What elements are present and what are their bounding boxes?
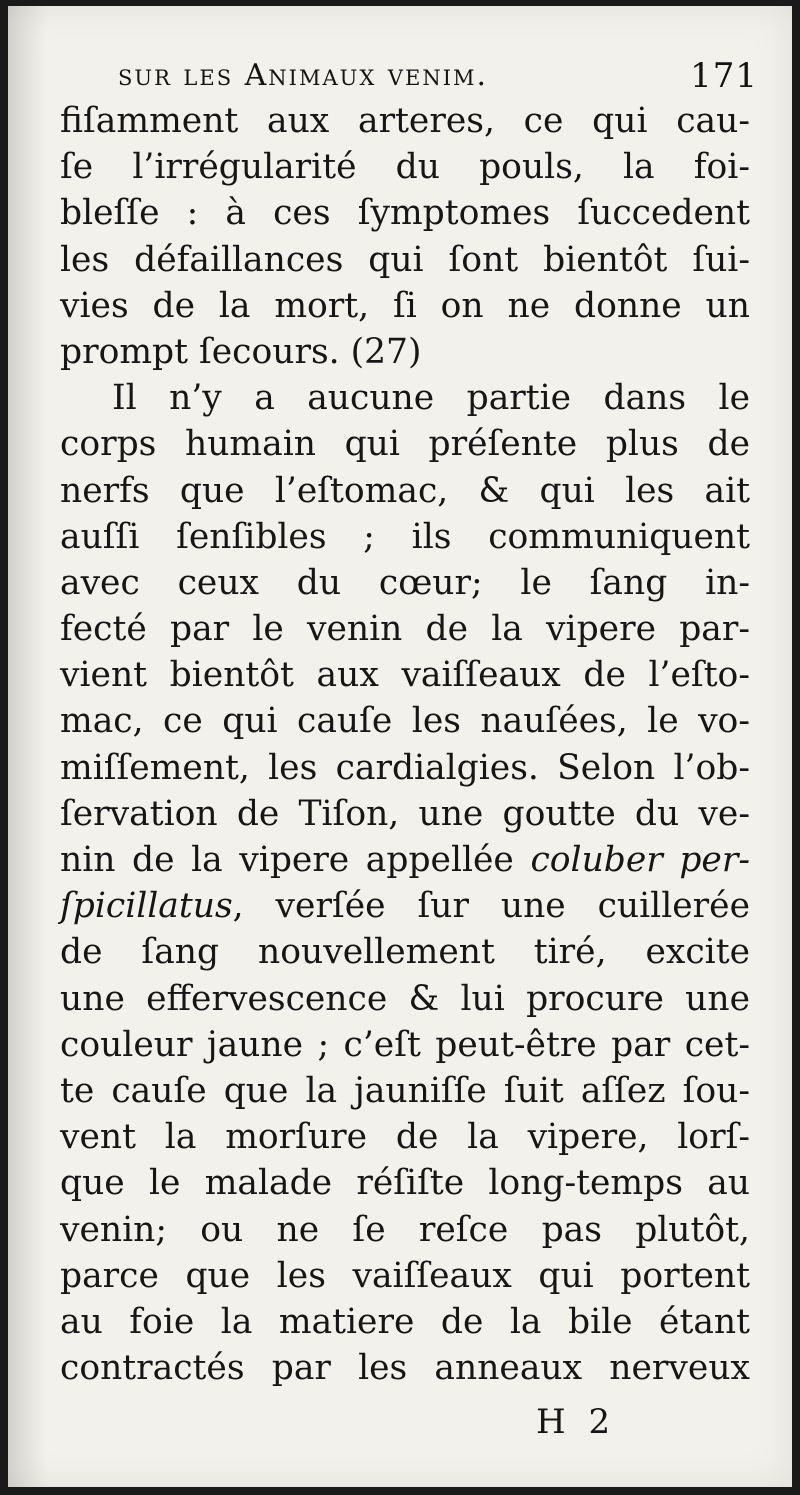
text-line: corps humain qui préſente plus de <box>60 424 750 465</box>
text-line: de ſang nouvellement tiré, excite <box>60 932 750 973</box>
text-line: avec ceux du cœur; le ſang in- <box>60 562 750 603</box>
text-line: au foie la matiere de la bile étant <box>60 1301 750 1342</box>
page-number: 171 <box>690 56 758 96</box>
text-line: que le malade réſiſte long-temps au <box>60 1163 750 1204</box>
text-line: contractés par les anneaux nerveux <box>60 1348 750 1389</box>
text-line: fecté par le venin de la vipere par- <box>60 609 750 650</box>
text-line: vent la morſure de la vipere, lorſ- <box>60 1117 750 1158</box>
text-line: une effervescence & lui procure une <box>60 978 750 1019</box>
text-line: vient bientôt aux vaiſſeaux de l’eſto- <box>60 655 750 696</box>
text-line: couleur jaune ; c’eſt peut-être par cet- <box>60 1024 750 1065</box>
text-line: nerfs que l’eſtomac, & qui les ait <box>60 470 750 511</box>
text-line: parce que les vaiſſeaux qui portent <box>60 1255 750 1296</box>
text-line: venin; ou ne ſe reſce pas plutôt, <box>60 1209 750 1250</box>
paragraph-start-line: Il n’y a aucune partie dans le <box>112 378 750 419</box>
signature-mark: H 2 <box>536 1402 617 1442</box>
book-page <box>8 6 792 1487</box>
text-line: ſe l’irrégularité du pouls, la foi- <box>60 147 750 188</box>
running-head <box>118 52 758 102</box>
running-title: sur les Animaux venim. <box>118 58 489 93</box>
text-line: vies de la mort, ſi on ne donne un <box>60 285 750 326</box>
text-line: mac, ce qui cauſe les nauſées, le vo- <box>60 701 750 742</box>
text-line: ﬁſamment aux arteres, ce qui cau- <box>60 101 750 141</box>
text-line: les défaillances qui ſont bientôt ſui- <box>60 239 750 280</box>
text-fragment: nin de la vipere appellée <box>60 840 531 880</box>
text-line: auſſi ſenſibles ; ils communiquent <box>60 516 750 557</box>
text-line: ſervation de Tiſon, une goutte du ve- <box>60 793 750 834</box>
latin-term: coluber per- <box>530 840 750 880</box>
text-line: miſſement, les cardialgies. Selon l’ob- <box>60 747 750 788</box>
body-text <box>60 98 750 1391</box>
text-line-with-italic <box>60 883 750 929</box>
text-line-with-italic <box>60 837 750 883</box>
latin-term: ſpicillatus <box>60 886 233 927</box>
text-line: bleſſe : à ces ſymptomes ſuccedent <box>60 193 750 234</box>
text-line: prompt ſecours. (27) <box>60 331 422 372</box>
text-fragment: , verſée ſur une cuillerée <box>232 886 750 927</box>
gutter-shadow <box>8 6 48 1487</box>
text-line: te cauſe que la jauniſſe ſuit aſſez ſou- <box>60 1070 750 1111</box>
